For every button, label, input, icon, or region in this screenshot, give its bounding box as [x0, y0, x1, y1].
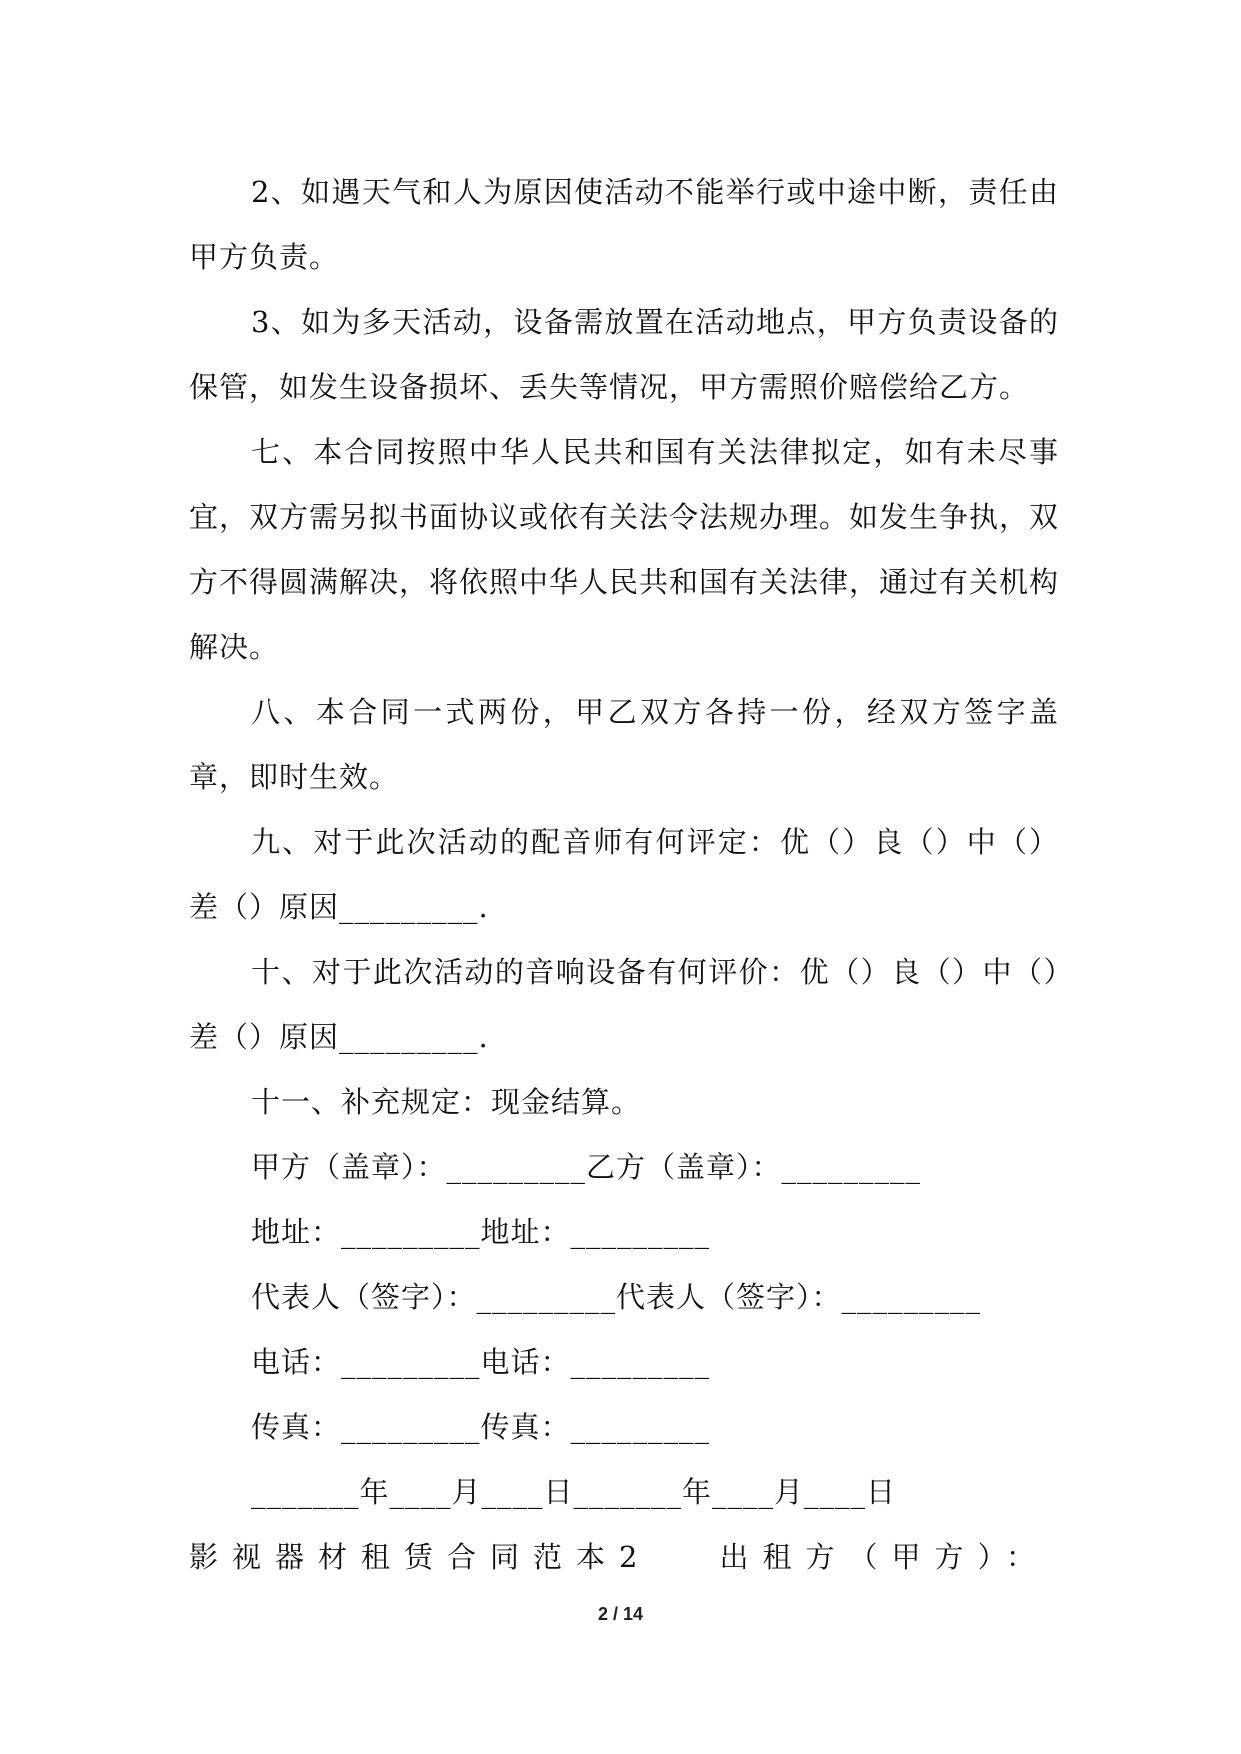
paragraph-clause-3: 3、如为多天活动，设备需放置在活动地点，甲方负责设备的保管，如发生设备损坏、丢失等情况，甲方需照价赔偿给乙方。 — [189, 305, 1059, 404]
paragraph-article-7: 七、本合同按照中华人民共和国有关法律拟定，如有未尽事宜，双方需另拟书面协议或依有关法令法规办理。如发生争执，双方不得圆满解决，将依照中华人民共和国有关法律，通过有关机构解决。 — [189, 435, 1060, 664]
signature-line-phone: 电话：_________电话：_________ — [251, 1345, 711, 1379]
lessor-party-label: 出租方（甲方）： — [719, 1540, 1049, 1574]
paragraph-article-8: 八、本合同一式两份，甲乙双方各持一份，经双方签字盖章，即时生效。 — [189, 695, 1059, 794]
contract-sample-heading-line — [189, 1525, 1049, 1590]
document-body — [189, 160, 1059, 1590]
signature-line-representative: 代表人（签字）：_________代表人（签字）：_________ — [251, 1280, 982, 1314]
signature-line-seal: 甲方（盖章）：_________乙方（盖章）：_________ — [251, 1150, 922, 1184]
paragraph-article-10: 十、对于此次活动的音响设备有何评价：优（）良（）中（）差（）原因_________. — [189, 955, 1059, 1054]
paragraph-clause-2: 2、如遇天气和人为原因使活动不能举行或中途中断，责任由甲方负责。 — [189, 175, 1059, 274]
signature-line-address: 地址：_________地址：_________ — [251, 1215, 711, 1249]
paragraph-article-9: 九、对于此次活动的配音师有何评定：优（）良（）中（）差（）原因_________. — [189, 825, 1059, 924]
contract-sample-title: 影视器材租赁合同范本2 — [189, 1540, 652, 1574]
signature-line-fax: 传真：_________传真：_________ — [251, 1410, 711, 1444]
paragraph-article-11: 十一、补充规定：现金结算。 — [251, 1085, 642, 1119]
signature-line-date: _______年____月____日_______年____月____日 — [251, 1475, 897, 1509]
page-number: 2 / 14 — [597, 1604, 644, 1624]
